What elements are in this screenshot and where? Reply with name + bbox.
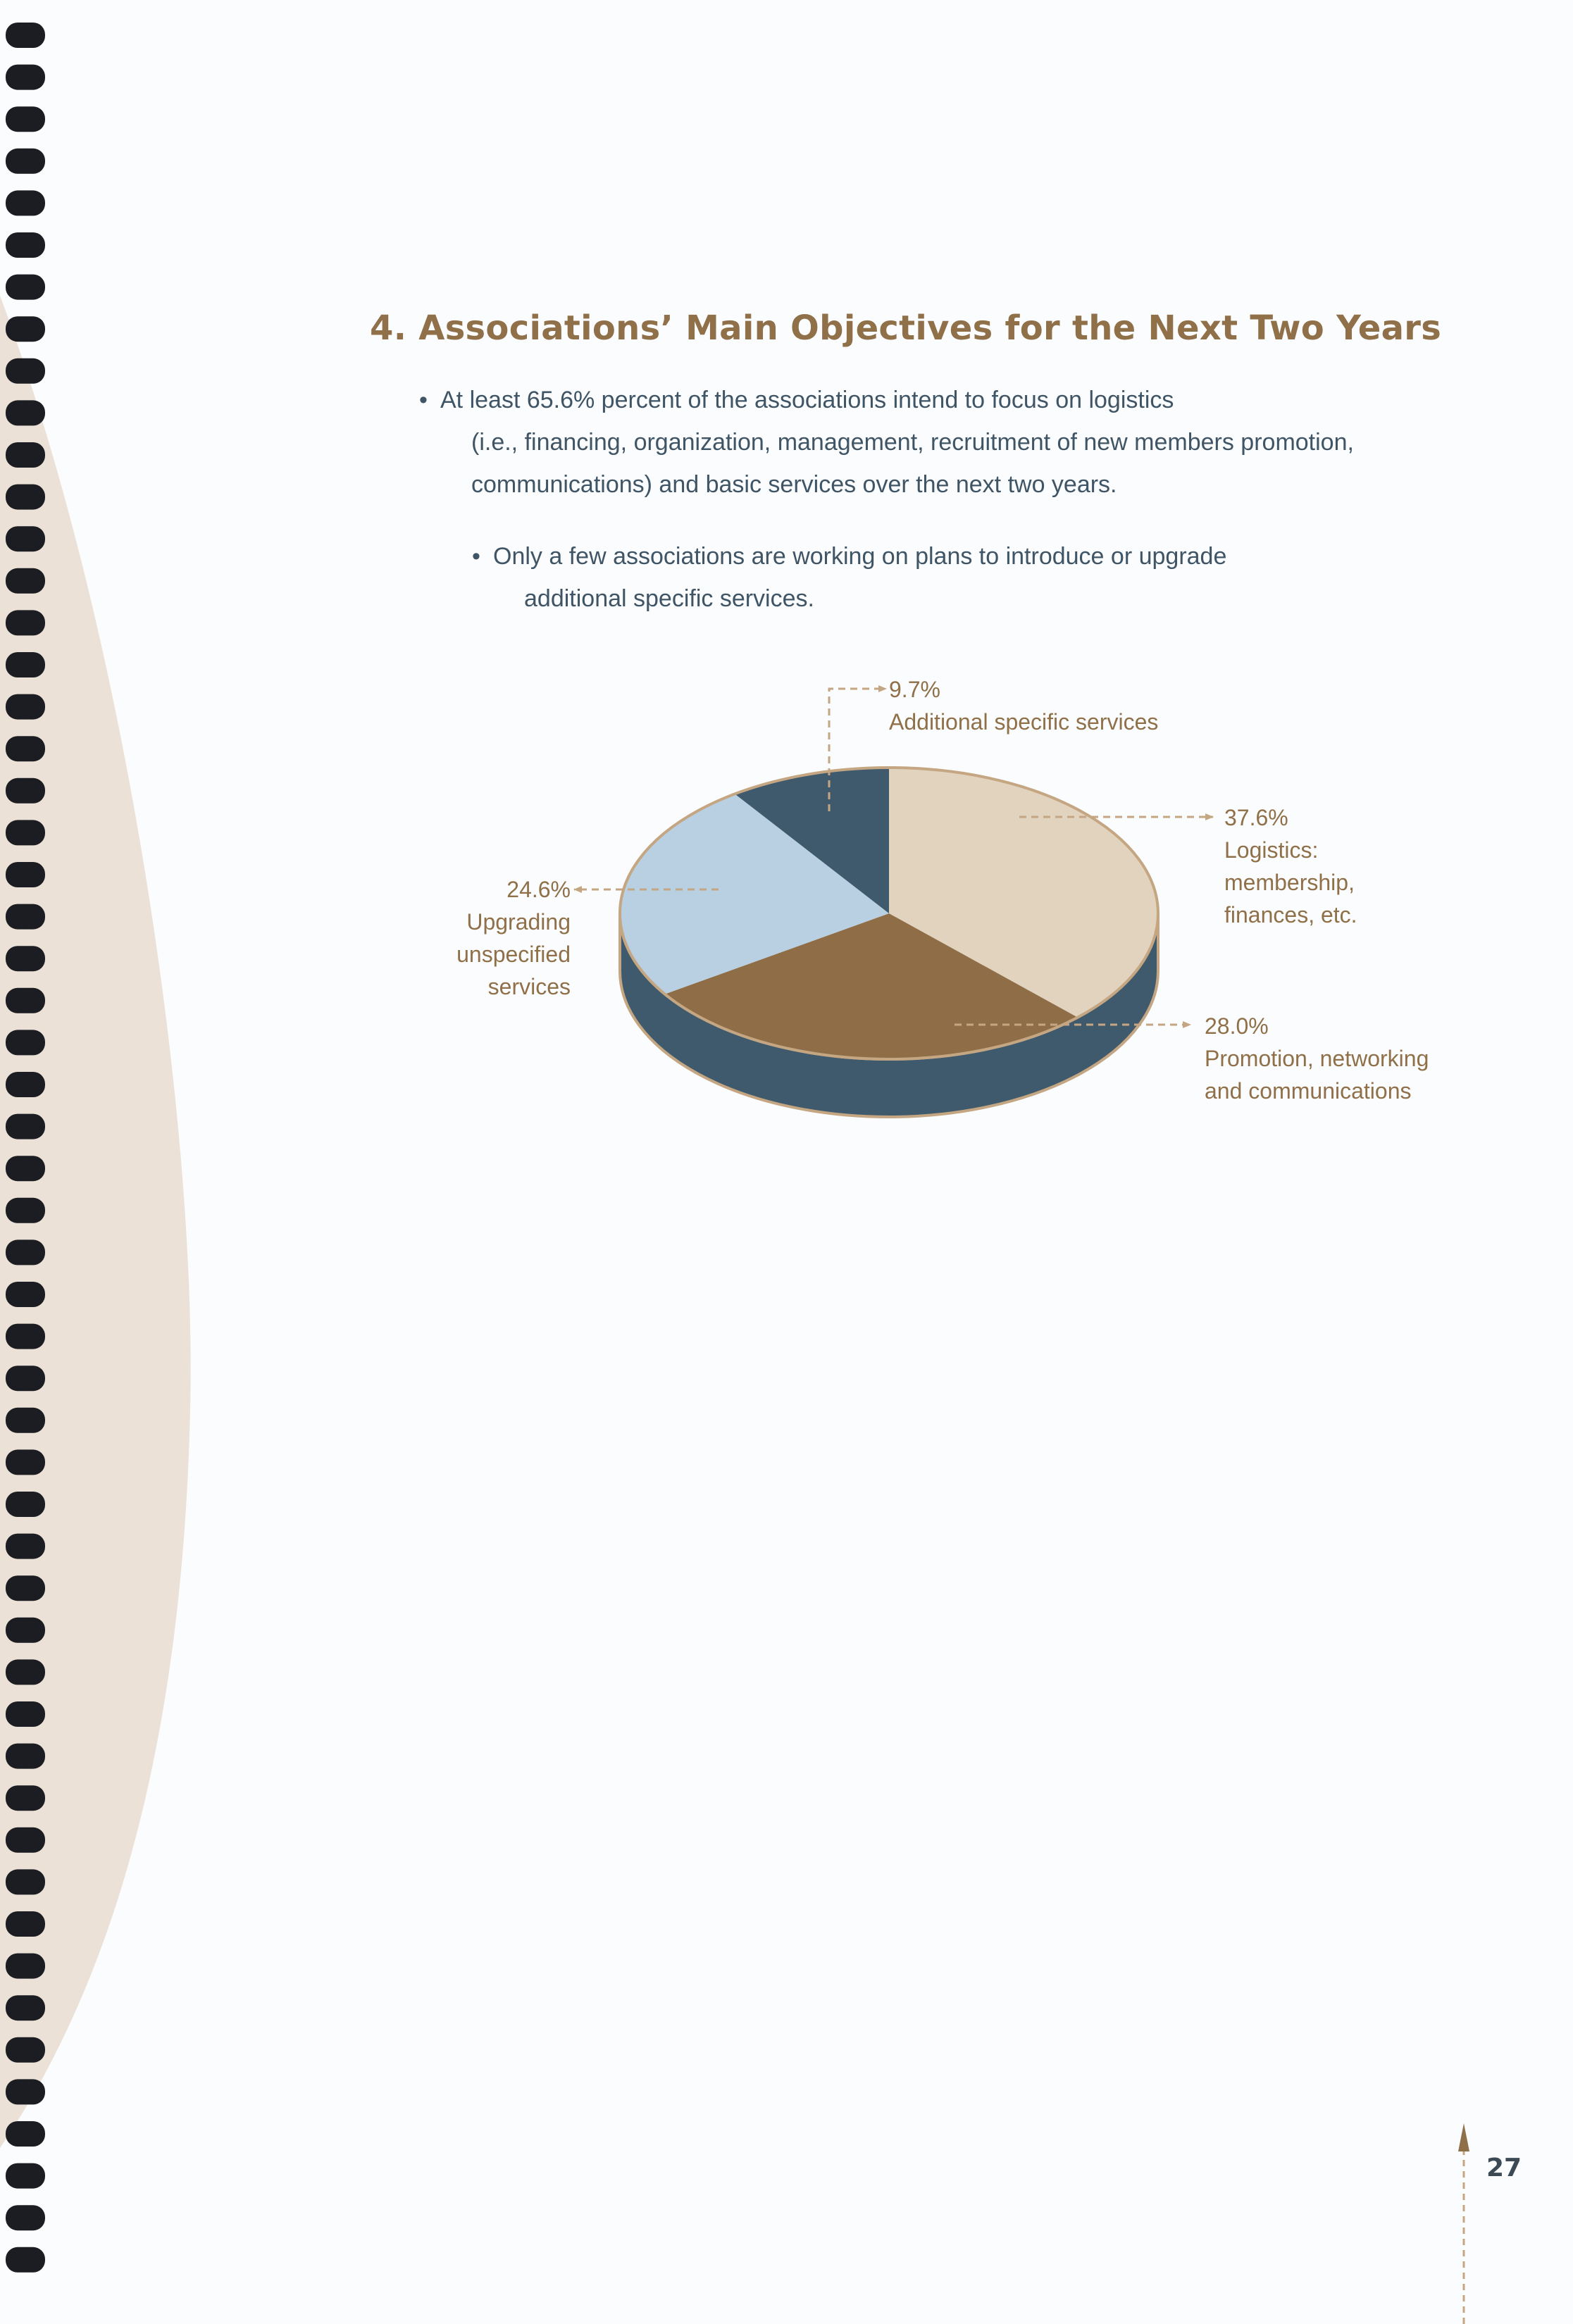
slice-value-label: 28.0% — [1205, 1013, 1269, 1039]
slice-category-label: finances, etc. — [1224, 902, 1357, 927]
slice-value-label: 9.7% — [889, 677, 940, 702]
slice-value-label: 37.6% — [1224, 805, 1288, 830]
section-heading: 4. Associations’ Main Objectives for the Next Two Years — [370, 308, 1442, 348]
bullet-dot: • — [419, 387, 428, 413]
slice-category-label: Upgrading — [466, 909, 571, 935]
bullet-1-line-3: communications) and basic services over the next two years. — [471, 471, 1117, 498]
bullet-dot: • — [472, 543, 480, 570]
slice-category-label: Additional specific services — [889, 709, 1159, 735]
slice-value-label: 24.6% — [506, 877, 571, 902]
slice-category-label: unspecified — [456, 942, 571, 967]
slice-category-label: membership, — [1224, 870, 1355, 895]
slice-category-label: and communications — [1205, 1078, 1412, 1104]
slice-category-label: Logistics: — [1224, 837, 1319, 863]
bullet-1-line-2: (i.e., financing, organization, management, recruitment of new members promotion, — [471, 429, 1354, 456]
slice-category-label: Promotion, networking — [1205, 1046, 1429, 1071]
slice-category-label: services — [487, 974, 571, 999]
bullet-1-line-1: At least 65.6% percent of the associations intend to focus on logistics — [440, 387, 1174, 413]
page-number: 27 — [1486, 2154, 1522, 2182]
bullet-2-line-1: Only a few associations are working on plans to introduce or upgrade — [493, 543, 1227, 570]
bullet-2-line-2: additional specific services. — [524, 585, 814, 612]
